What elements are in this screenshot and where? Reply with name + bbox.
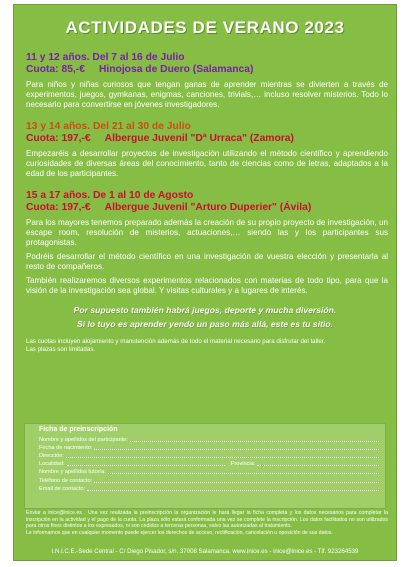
section-description: Empezaréis a desarrollar proyectos de investigación utilizando el método científico y aprendiendo curiosidades de diversas áreas del conocimiento, tanto de ciencias como de letras, adaptados a la edad de los participantes. <box>26 149 388 178</box>
address-label: Dirección: <box>39 453 64 460</box>
address-field[interactable] <box>66 457 379 458</box>
form-row-birth <box>39 443 379 451</box>
participant-name-field[interactable] <box>130 441 379 442</box>
submission-info <box>14 510 396 536</box>
participant-name-label: Nombre y apellidos del participante: <box>39 437 128 444</box>
email-field[interactable] <box>87 490 379 491</box>
fun-banner <box>14 305 396 330</box>
section-description: Podréis desarrollar el método científico en una investigación de vuestra elección y presentarla al resto de compañeros. <box>26 252 388 271</box>
section-price-venue <box>26 64 388 76</box>
registration-form <box>24 423 386 509</box>
flyer-page <box>13 4 397 561</box>
section-price-venue <box>26 133 388 145</box>
form-row-name <box>39 435 379 443</box>
footer-contact: I.N.I.C.E.-Sede Central - C/ Diego Pisador, s/n. 37008 Salamanca. www.inice.es - inice@inice.es - Tlf. 923264539 <box>51 548 359 555</box>
email-label: Email de contacto: <box>39 485 86 492</box>
flyer-title: ACTIVIDADES DE VERANO 2023 <box>65 18 345 37</box>
province-label: Provincia: <box>230 461 256 468</box>
section-15-17 <box>14 190 396 296</box>
phone-label: Teléfono de contacto: <box>39 477 93 484</box>
banner-line: Por supuesto también habrá juegos, deporte y mucha diversión. <box>73 305 337 315</box>
section-dates: 11 y 12 años. Del 7 al 16 de Julio <box>26 52 185 63</box>
section-dates: 13 y 14 años. Del 21 al 30 de Julio <box>26 121 191 132</box>
section-venue: Hinojosa de Duero (Salamanca) <box>98 64 254 75</box>
form-row-email <box>39 484 379 492</box>
section-venue: Albergue Juvenil "Dª Urraca" (Zamora) <box>104 133 294 144</box>
form-row-locality <box>39 459 379 467</box>
submission-text: Enviar a inice@inice.es . Una vez realizada la preinscripción la organización le hará llegar la ficha completa y los datos necesarios para completar la inscripción en la actividad y el pago de la cuota. La plaza sólo estará conformada una vez se complete la inscripción. Los datos facilitados no son utilizados para otros fines distintos a los expresados, ni son cedidos a terceras personas, salvo las autorizadas al tratamiento. <box>26 510 388 529</box>
section-price-venue <box>26 202 388 214</box>
rights-text: Le informamos que en cualquier momento puede ejercer los derechos de acceso, rectificación, cancelación u oposición de sus datos. <box>26 529 333 536</box>
section-price: Cuota: 85,-€ <box>26 64 85 75</box>
tutor-name-field[interactable] <box>108 473 379 474</box>
fee-notes <box>14 338 396 354</box>
banner-line: Si lo tuyo es aprender yendo un paso más allá, este es tu sitio. <box>77 319 333 329</box>
section-dates: 15 a 17 años. De 1 al 10 de Agosto <box>26 190 194 201</box>
section-price: Cuota: 197,-€ <box>26 202 91 213</box>
form-row-phone <box>39 475 379 483</box>
section-venue: Albergue Juvenil "Arturo Duperier" (Ávila) <box>104 202 312 213</box>
phone-field[interactable] <box>94 482 379 483</box>
section-price: Cuota: 197,-€ <box>26 133 91 144</box>
birth-date-field[interactable] <box>94 449 379 450</box>
section-13-14 <box>14 121 396 179</box>
tutor-name-label: Nombre y apellidos tutor/a: <box>39 469 106 476</box>
form-title: Ficha de preinscripción <box>39 426 118 433</box>
note-line: Las plazas son limitadas. <box>26 346 96 353</box>
birth-date-label: Fecha de nacimiento: <box>39 445 93 452</box>
section-description: También realizaremos diversos experimentos relacionados con materias de todo tipo, para que la visión de la investigación sea global. Y visitas culturales y a lugares de interés. <box>26 276 388 295</box>
form-row-tutor <box>39 467 379 475</box>
section-11-12 <box>14 52 396 110</box>
locality-field[interactable] <box>67 465 225 466</box>
section-description: Para niños y niñas curiosos que tengan ganas de aprender mientras se divierten a través de experimentos, juegos, gymkanas, enigmas, canciones, trivials,… incluso resolver misterios. Todo lo necesario para convertirse en jóvenes investigadores. <box>26 80 388 109</box>
locality-label: Localidad: <box>39 461 65 468</box>
note-line: Las cuotas incluyen alojamiento y manutención además de todo el material necesario para disfrutar del taller. <box>26 338 326 345</box>
form-row-address <box>39 451 379 459</box>
province-field[interactable] <box>257 465 379 466</box>
section-description: Para los mayores tenemos preparado además la creación de su propio proyecto de investigación, un escape room, resolución de misterios, actuaciones,… siendo las y los participantes sus protagonistas. <box>26 218 388 247</box>
